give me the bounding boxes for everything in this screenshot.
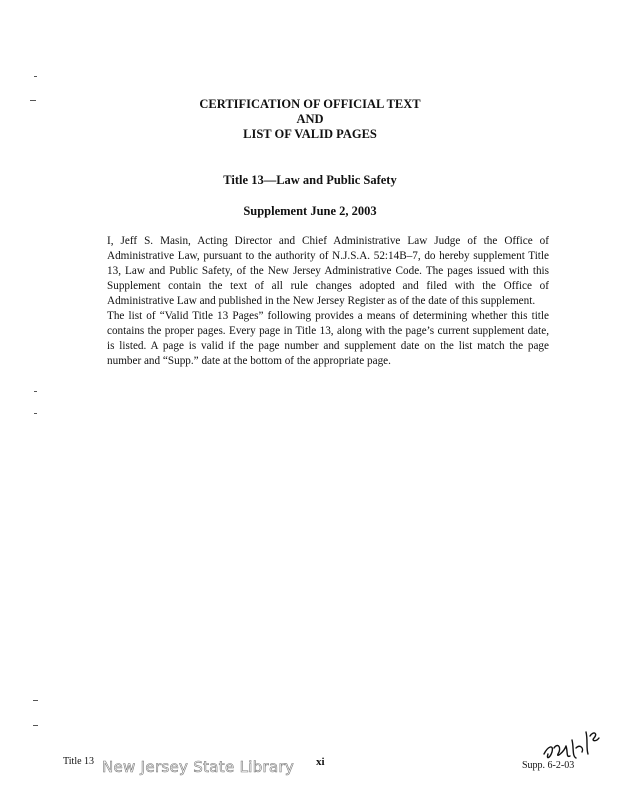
handwritten-initials	[536, 718, 606, 766]
title-heading: Title 13—Law and Public Safety	[223, 173, 397, 187]
scan-mark	[34, 413, 37, 414]
supplement-date-heading: Supplement June 2, 2003	[243, 204, 377, 218]
valid-pages-heading: LIST OF VALID PAGES	[243, 127, 377, 141]
certification-heading: CERTIFICATION OF OFFICIAL TEXT	[199, 97, 421, 111]
scan-mark	[34, 76, 37, 77]
scan-mark	[33, 725, 38, 726]
footer-supplement-date: Supp. 6-2-03	[522, 760, 575, 771]
footer-page-number: xi	[316, 756, 325, 768]
heading-conjunction: AND	[296, 112, 324, 126]
certification-paragraph: I, Jeff S. Masin, Acting Director and Chief Administrative Law Judge of the Office of Administrative Law, pursuant to the authority of N.J.S.A. 52:14B–7, do hereby supplement Title 13, Law and Public Safety, of the New Jersey Administrative Code. The pages issued with this Supplement contain the text of all rule changes adopted and filed with the Office of Administrative Law and published in the New Jersey Register as of the date of this supplement.	[107, 235, 549, 307]
scan-mark	[34, 391, 37, 392]
library-stamp: New Jersey State Library	[102, 758, 295, 776]
footer-title: Title 13	[63, 756, 95, 767]
valid-pages-paragraph: The list of “Valid Title 13 Pages” following provides a means of determining whether this title contains the proper pages. Every page in Title 13, along with the page’s current supplement date, is listed. A page is valid if the page number and supplement date on the list match the page number and “Supp.” date at the bottom of the appropriate page.	[107, 310, 549, 367]
scan-mark	[33, 700, 38, 701]
